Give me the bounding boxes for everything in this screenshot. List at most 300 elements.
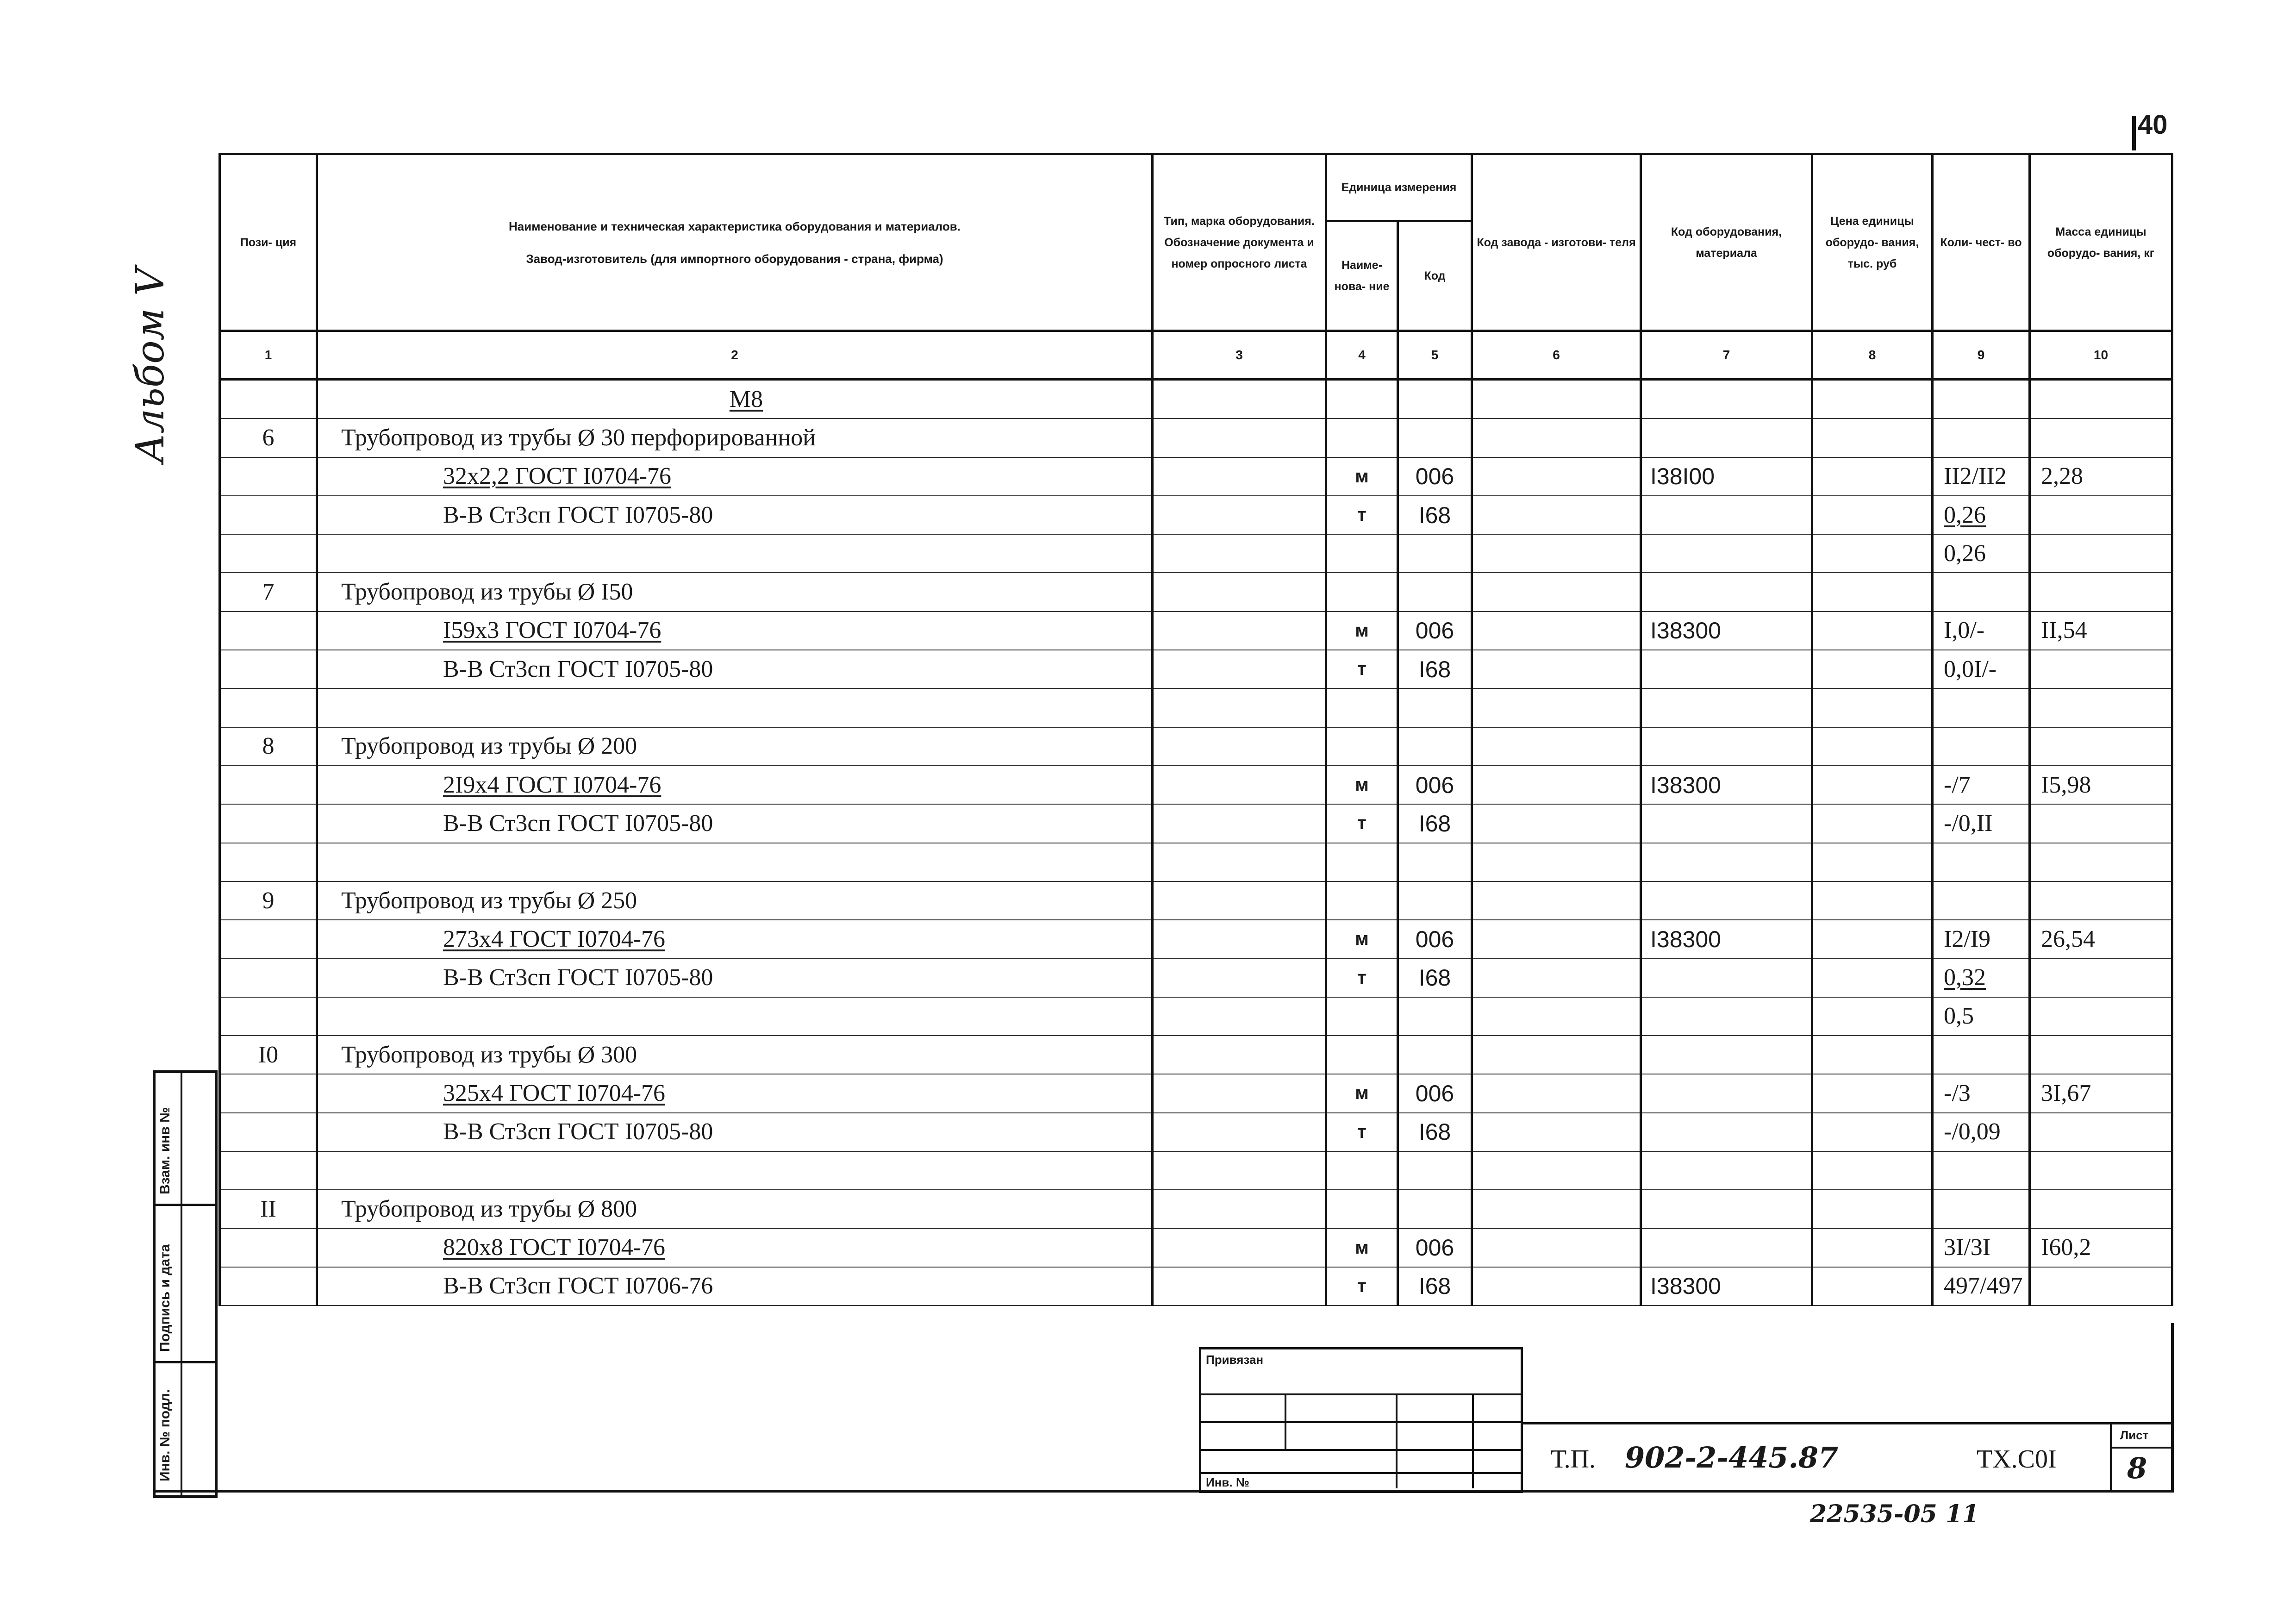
cell-quantity-text: 497/497 <box>1944 1273 2023 1299</box>
cell-type <box>1153 1036 1326 1074</box>
cell-quantity <box>1933 612 2030 650</box>
cell-unit-code <box>1398 688 1472 727</box>
table-row <box>220 920 2172 958</box>
cell-name <box>317 688 1153 727</box>
cell-unit <box>1326 688 1398 727</box>
sheet-value: 8 <box>2127 1451 2147 1485</box>
cell-equipment-code <box>1641 1113 1812 1151</box>
cell-equipment-code <box>1641 688 1812 727</box>
cell-name <box>317 650 1153 688</box>
header-row-top <box>220 154 2172 221</box>
cell-unit-code <box>1398 766 1472 804</box>
cell-position <box>220 418 317 457</box>
cell-maker-code <box>1472 1229 1641 1267</box>
cell-price <box>1812 1036 1933 1074</box>
cell-equipment-code <box>1641 920 1812 958</box>
cell-equipment-code <box>1641 766 1812 804</box>
specification-table <box>218 153 2173 1306</box>
cell-type <box>1153 1267 1326 1305</box>
cell-equipment-code <box>1641 1190 1812 1228</box>
cell-mass-text: I5,98 <box>2041 771 2091 798</box>
cell-unit <box>1326 958 1398 997</box>
cell-unit-text: м <box>1355 466 1369 487</box>
cell-name-text: 32х2,2 ГОСТ I0704-76 <box>443 463 672 490</box>
cell-quantity-text: 0,26 <box>1944 540 1986 567</box>
cell-unit-text: т <box>1357 967 1366 988</box>
cell-equipment-code <box>1641 534 1812 573</box>
cell-price <box>1812 650 1933 688</box>
cell-maker-code <box>1472 650 1641 688</box>
binding-stamp-line <box>1199 1421 1523 1423</box>
table-body <box>220 380 2172 1306</box>
cell-unit-text: м <box>1355 1237 1369 1258</box>
cell-type <box>1153 573 1326 611</box>
cell-position <box>220 1113 317 1151</box>
cell-equipment-code <box>1641 1151 1812 1190</box>
cell-mass <box>2030 727 2172 766</box>
cell-unit-code <box>1398 727 1472 766</box>
cell-unit-code-text: I68 <box>1418 810 1451 837</box>
cell-mass <box>2030 650 2172 688</box>
cell-maker-code <box>1472 380 1641 419</box>
cell-mass <box>2030 804 2172 843</box>
table-row <box>220 573 2172 611</box>
cell-position <box>220 804 317 843</box>
cell-quantity <box>1933 1190 2030 1228</box>
cell-position <box>220 1229 317 1267</box>
cell-mass <box>2030 1267 2172 1305</box>
cell-unit-text: т <box>1357 1275 1366 1296</box>
cell-price <box>1812 380 1933 419</box>
cell-unit-code <box>1398 1267 1472 1305</box>
doc-code: Т.П. <box>1551 1445 1596 1474</box>
binding-stamp-label: Привязан <box>1206 1353 1264 1367</box>
cell-unit-code <box>1398 804 1472 843</box>
cell-type <box>1153 457 1326 496</box>
cell-unit <box>1326 496 1398 534</box>
cell-type <box>1153 1190 1326 1228</box>
cell-unit-code-text: 006 <box>1415 772 1454 798</box>
cell-mass <box>2030 1113 2172 1151</box>
header-type: Тип, марка оборудования. Обозначение документа и номер опросного листа <box>1153 154 1326 331</box>
cell-unit-code-text: I68 <box>1418 656 1451 682</box>
cell-quantity <box>1933 688 2030 727</box>
cell-type <box>1153 958 1326 997</box>
cell-price <box>1812 573 1933 611</box>
binding-stamp-vline <box>1472 1393 1474 1488</box>
cell-unit-code-text: 006 <box>1415 463 1454 490</box>
cell-unit <box>1326 650 1398 688</box>
cell-type <box>1153 1074 1326 1112</box>
cell-maker-code <box>1472 573 1641 611</box>
cell-quantity <box>1933 650 2030 688</box>
cell-name-text: В-В Ст3сп ГОСТ I0705-80 <box>443 810 713 837</box>
header-price: Цена единицы оборудо- вания, тыс. руб <box>1812 154 1933 331</box>
cell-equipment-code <box>1641 457 1812 496</box>
cell-equipment-code <box>1641 380 1812 419</box>
cell-unit <box>1326 766 1398 804</box>
cell-mass <box>2030 1151 2172 1190</box>
cell-maker-code <box>1472 881 1641 920</box>
cell-quantity <box>1933 1036 2030 1074</box>
cell-position <box>220 573 317 611</box>
table-row <box>220 612 2172 650</box>
cell-type <box>1153 612 1326 650</box>
cell-mass <box>2030 612 2172 650</box>
cell-quantity <box>1933 843 2030 881</box>
cell-position <box>220 688 317 727</box>
cell-position-text: II <box>260 1195 276 1222</box>
cell-type <box>1153 688 1326 727</box>
cell-quantity <box>1933 1267 2030 1305</box>
cell-type <box>1153 650 1326 688</box>
cell-mass-text: 26,54 <box>2041 925 2095 952</box>
cell-maker-code <box>1472 1113 1641 1151</box>
cell-unit-code <box>1398 958 1472 997</box>
cell-mass <box>2030 380 2172 419</box>
cell-unit-code-text: 006 <box>1415 1235 1454 1261</box>
cell-position <box>220 920 317 958</box>
cell-mass-text: I60,2 <box>2041 1234 2091 1261</box>
cell-unit-code-text: 006 <box>1415 1080 1454 1106</box>
cell-mass <box>2030 1036 2172 1074</box>
cell-equipment-code <box>1641 1229 1812 1267</box>
cell-unit-code <box>1398 997 1472 1036</box>
table-row <box>220 1267 2172 1305</box>
cell-quantity <box>1933 1151 2030 1190</box>
cell-unit <box>1326 920 1398 958</box>
cell-quantity-text: -/0,II <box>1944 810 1993 837</box>
cell-equipment-code <box>1641 727 1812 766</box>
cell-equipment-code-text: I38300 <box>1650 618 1721 644</box>
cell-position <box>220 958 317 997</box>
cell-mass <box>2030 843 2172 881</box>
cell-equipment-code <box>1641 997 1812 1036</box>
doc-number: 902-2-445.87 <box>1625 1441 1839 1474</box>
cell-unit <box>1326 1074 1398 1112</box>
cell-quantity <box>1933 804 2030 843</box>
cell-equipment-code <box>1641 1267 1812 1305</box>
table-row <box>220 457 2172 496</box>
title-block-sheet-divider <box>2110 1422 2112 1490</box>
side-stamp-line <box>153 1204 215 1206</box>
cell-unit <box>1326 881 1398 920</box>
cell-name-text: В-В Ст3сп ГОСТ I0705-80 <box>443 964 713 991</box>
cell-mass <box>2030 920 2172 958</box>
cell-unit <box>1326 997 1398 1036</box>
header-unit: Единица измерения <box>1326 154 1472 221</box>
header-equipment-code: Код оборудования, материала <box>1641 154 1812 331</box>
cell-price <box>1812 881 1933 920</box>
cell-unit-text: т <box>1357 659 1366 680</box>
cell-type <box>1153 727 1326 766</box>
cell-equipment-code <box>1641 650 1812 688</box>
cell-price <box>1812 1229 1933 1267</box>
cell-position <box>220 496 317 534</box>
column-number: 2 <box>317 331 1153 380</box>
table-row <box>220 688 2172 727</box>
cell-maker-code <box>1472 496 1641 534</box>
cell-price <box>1812 727 1933 766</box>
cell-name <box>317 496 1153 534</box>
cell-maker-code <box>1472 1074 1641 1112</box>
cell-price <box>1812 843 1933 881</box>
cell-unit-code <box>1398 612 1472 650</box>
cell-unit-code <box>1398 1036 1472 1074</box>
cell-maker-code <box>1472 457 1641 496</box>
cell-name-text: М8 <box>729 386 763 412</box>
cell-type <box>1153 380 1326 419</box>
table-row <box>220 380 2172 419</box>
header-maker-code: Код завода - изготови- теля <box>1472 154 1641 331</box>
cell-position <box>220 1151 317 1190</box>
cell-price <box>1812 418 1933 457</box>
side-stamp-divider <box>181 1070 182 1498</box>
cell-type <box>1153 920 1326 958</box>
cell-price <box>1812 1151 1933 1190</box>
cell-unit-code-text: I68 <box>1418 965 1451 991</box>
binding-stamp-vline <box>1285 1393 1286 1449</box>
cell-equipment-code <box>1641 804 1812 843</box>
cell-mass <box>2030 457 2172 496</box>
table-row <box>220 1074 2172 1112</box>
cell-name-text: В-В Ст3сп ГОСТ I0705-80 <box>443 1118 713 1145</box>
cell-unit <box>1326 612 1398 650</box>
column-number: 1 <box>220 331 317 380</box>
header-position: Пози- ция <box>220 154 317 331</box>
side-stamp-signature-date: Подпись и дата <box>157 1244 173 1352</box>
cell-price <box>1812 766 1933 804</box>
cell-name-text: 273х4 ГОСТ I0704-76 <box>443 925 666 952</box>
frame-bottom <box>153 1323 2174 1493</box>
cell-equipment-code-text: I38300 <box>1650 926 1721 952</box>
cell-quantity <box>1933 534 2030 573</box>
cell-price <box>1812 496 1933 534</box>
cell-type <box>1153 1113 1326 1151</box>
cell-name-text: Трубопровод из трубы Ø I50 <box>341 579 633 606</box>
cell-type <box>1153 881 1326 920</box>
cell-name-text: В-В Ст3сп ГОСТ I0706-76 <box>443 1273 713 1299</box>
cell-position <box>220 766 317 804</box>
cell-position-text: 8 <box>262 733 275 760</box>
cell-type <box>1153 843 1326 881</box>
binding-stamp-vline <box>1396 1393 1398 1488</box>
column-number: 7 <box>1641 331 1812 380</box>
cell-unit-code <box>1398 496 1472 534</box>
table-row <box>220 1151 2172 1190</box>
cell-equipment-code <box>1641 573 1812 611</box>
cell-position-text: 6 <box>262 424 275 451</box>
cell-quantity-text: 0,32 <box>1944 964 1986 991</box>
table-row <box>220 804 2172 843</box>
cell-price <box>1812 534 1933 573</box>
header-unit-name: Наиме- нова- ние <box>1326 221 1398 331</box>
sheet-number-tick <box>2132 116 2136 150</box>
cell-unit <box>1326 534 1398 573</box>
cell-quantity <box>1933 727 2030 766</box>
cell-name <box>317 766 1153 804</box>
cell-mass <box>2030 418 2172 457</box>
cell-maker-code <box>1472 843 1641 881</box>
cell-maker-code <box>1472 612 1641 650</box>
cell-quantity <box>1933 457 2030 496</box>
cell-price <box>1812 1190 1933 1228</box>
cell-equipment-code <box>1641 881 1812 920</box>
binding-stamp-line <box>1199 1393 1523 1395</box>
cell-quantity <box>1933 573 2030 611</box>
cell-mass <box>2030 688 2172 727</box>
column-number: 3 <box>1153 331 1326 380</box>
cell-mass <box>2030 496 2172 534</box>
cell-maker-code <box>1472 418 1641 457</box>
cell-name <box>317 1229 1153 1267</box>
table-row <box>220 1036 2172 1074</box>
table-row <box>220 1229 2172 1267</box>
cell-name-text: 325х4 ГОСТ I0704-76 <box>443 1080 666 1106</box>
cell-equipment-code-text: I38300 <box>1650 772 1721 798</box>
cell-unit-code <box>1398 534 1472 573</box>
cell-mass <box>2030 958 2172 997</box>
cell-name <box>317 1113 1153 1151</box>
table-row <box>220 997 2172 1036</box>
side-stamp-replaced-inv: Взам. инв № <box>157 1107 173 1194</box>
binding-stamp-line <box>1199 1449 1523 1451</box>
cell-mass <box>2030 881 2172 920</box>
cell-maker-code <box>1472 766 1641 804</box>
cell-quantity-text: 0,26 <box>1944 501 1986 528</box>
cell-name <box>317 534 1153 573</box>
cell-position <box>220 1190 317 1228</box>
cell-maker-code <box>1472 920 1641 958</box>
cell-price <box>1812 612 1933 650</box>
album-label: Альбом V <box>127 268 173 463</box>
cell-type <box>1153 997 1326 1036</box>
cell-name-text: Трубопровод из трубы Ø 800 <box>341 1195 637 1222</box>
cell-price <box>1812 457 1933 496</box>
cell-equipment-code <box>1641 843 1812 881</box>
cell-type <box>1153 804 1326 843</box>
cell-price <box>1812 1267 1933 1305</box>
table-row <box>220 843 2172 881</box>
cell-unit <box>1326 1151 1398 1190</box>
cell-price <box>1812 920 1933 958</box>
sheet-number: 40 <box>2138 110 2168 140</box>
cell-name <box>317 1190 1153 1228</box>
cell-unit-code-text: I68 <box>1418 1119 1451 1145</box>
cell-name <box>317 727 1153 766</box>
cell-equipment-code-text: I38300 <box>1650 1273 1721 1299</box>
table-row <box>220 727 2172 766</box>
cell-position-text: 9 <box>262 887 275 914</box>
cell-unit-text: м <box>1355 775 1369 795</box>
cell-unit-code <box>1398 920 1472 958</box>
table-row <box>220 1190 2172 1228</box>
cell-quantity-text: II2/II2 <box>1944 463 2007 490</box>
cell-position <box>220 457 317 496</box>
cell-type <box>1153 766 1326 804</box>
cell-equipment-code <box>1641 1036 1812 1074</box>
cell-name <box>317 843 1153 881</box>
cell-position-text: 7 <box>262 579 275 606</box>
cell-position <box>220 727 317 766</box>
cell-unit-code <box>1398 380 1472 419</box>
cell-equipment-code-text: I38I00 <box>1650 463 1715 490</box>
cell-type <box>1153 496 1326 534</box>
cell-maker-code <box>1472 997 1641 1036</box>
cell-name-text: Трубопровод из трубы Ø 300 <box>341 1041 637 1068</box>
binding-stamp <box>1199 1347 1523 1493</box>
cell-name <box>317 380 1153 419</box>
column-number: 10 <box>2030 331 2172 380</box>
cell-name-text: Трубопровод из трубы Ø 30 перфорированной <box>341 424 816 451</box>
cell-name <box>317 612 1153 650</box>
table-row <box>220 534 2172 573</box>
cell-unit-text: м <box>1355 620 1369 641</box>
cell-unit <box>1326 1036 1398 1074</box>
cell-quantity <box>1933 1113 2030 1151</box>
cell-maker-code <box>1472 1036 1641 1074</box>
cell-price <box>1812 958 1933 997</box>
cell-quantity <box>1933 920 2030 958</box>
cell-unit <box>1326 380 1398 419</box>
cell-price <box>1812 997 1933 1036</box>
cell-maker-code <box>1472 1190 1641 1228</box>
cell-unit-text: м <box>1355 1083 1369 1104</box>
cell-name <box>317 573 1153 611</box>
cell-quantity-text: 0,0I/- <box>1944 656 1997 682</box>
header-name <box>317 154 1153 331</box>
cell-quantity-text: -/0,09 <box>1944 1118 2001 1145</box>
column-number: 8 <box>1812 331 1933 380</box>
cell-price <box>1812 804 1933 843</box>
cell-position <box>220 1267 317 1305</box>
cell-quantity-text: I,0/- <box>1944 617 1985 644</box>
cell-type <box>1153 534 1326 573</box>
cell-unit <box>1326 1190 1398 1228</box>
cell-unit-text: т <box>1357 1121 1366 1142</box>
cell-price <box>1812 1113 1933 1151</box>
table-row <box>220 881 2172 920</box>
cell-unit-code-text: 006 <box>1415 926 1454 952</box>
cell-name <box>317 1267 1153 1305</box>
cell-position <box>220 380 317 419</box>
cell-name-text: 820х8 ГОСТ I0704-76 <box>443 1234 666 1261</box>
binding-inv-label: Инв. № <box>1206 1475 1249 1489</box>
table-row <box>220 650 2172 688</box>
cell-type <box>1153 1229 1326 1267</box>
cell-unit-text: т <box>1357 505 1366 525</box>
cell-unit <box>1326 727 1398 766</box>
cell-equipment-code <box>1641 1074 1812 1112</box>
cell-equipment-code <box>1641 612 1812 650</box>
cell-name <box>317 920 1153 958</box>
cell-name <box>317 1036 1153 1074</box>
cell-name <box>317 997 1153 1036</box>
cell-mass-text: II,54 <box>2041 617 2087 644</box>
cell-quantity <box>1933 997 2030 1036</box>
cell-position <box>220 612 317 650</box>
cell-quantity-text: -/3 <box>1944 1080 1971 1106</box>
header-name-line1: Наименование и техническая характеристика оборудования и материалов. <box>508 219 961 233</box>
cell-position-text: I0 <box>258 1041 279 1068</box>
cell-maker-code <box>1472 958 1641 997</box>
cell-position <box>220 843 317 881</box>
cell-unit <box>1326 804 1398 843</box>
title-block-top <box>1523 1422 2171 1424</box>
cell-equipment-code <box>1641 496 1812 534</box>
cell-mass <box>2030 1074 2172 1112</box>
cell-maker-code <box>1472 727 1641 766</box>
